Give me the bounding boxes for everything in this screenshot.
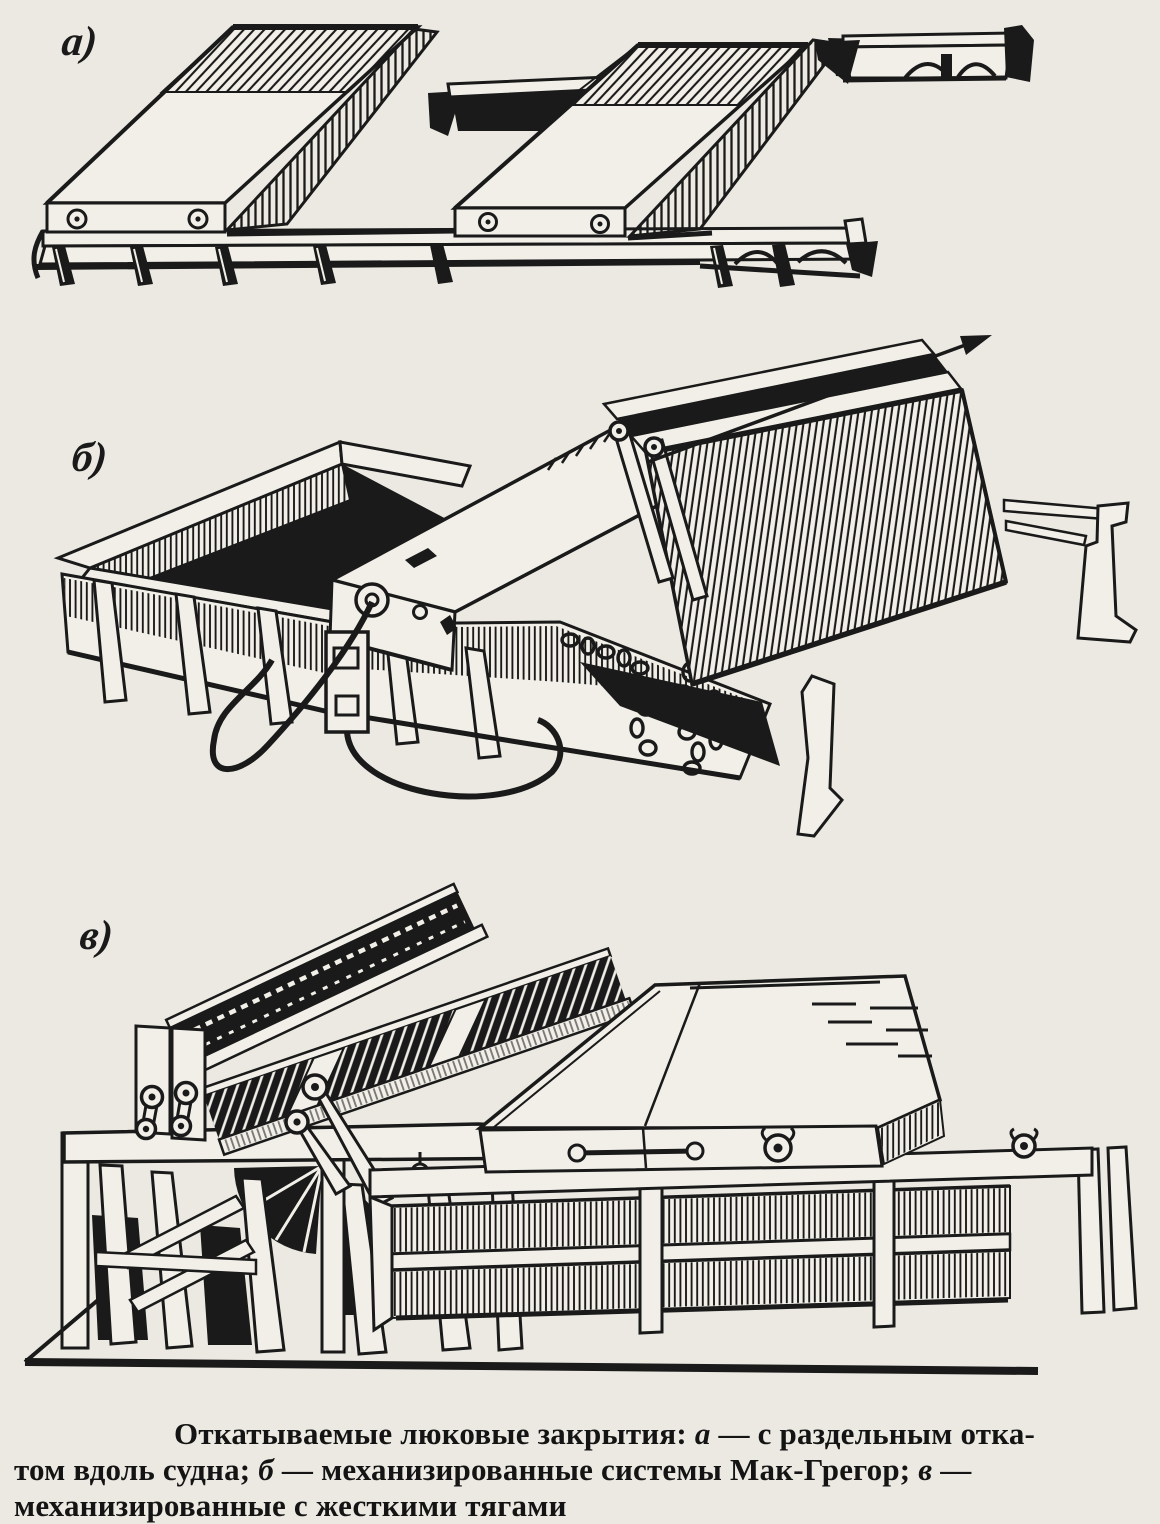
hatch-panel-set-right [455, 40, 860, 238]
figure-b-drawing [0, 330, 1160, 880]
caption-text: Откатываемые люковые закрытия: [174, 1416, 695, 1451]
caption-line-2 [14, 1452, 1148, 1488]
figure-v-drawing [0, 878, 1160, 1420]
figure-caption [14, 1416, 1148, 1524]
caption-line-1 [14, 1416, 1148, 1452]
tilted-panel-stack [604, 340, 1006, 684]
figure-v-label: в) [77, 913, 116, 959]
far-coaming-rail-right [828, 25, 1034, 82]
front-prop-leg [798, 676, 842, 836]
caption-text: — с раздельным отка- [710, 1416, 1036, 1451]
figure-a-drawing [0, 0, 1160, 335]
caption-item-letter-b: б [258, 1452, 274, 1487]
caption-text: том вдоль судна; [14, 1452, 259, 1487]
figure-b-label: б) [69, 435, 110, 481]
caption-text: — [932, 1452, 972, 1487]
hatch-panel-set-left [47, 27, 455, 234]
caption-line-3 [14, 1488, 1148, 1524]
figure-a-label: а) [59, 19, 100, 65]
caption-text: — механизированные системы Мак-Грегор; [273, 1452, 919, 1487]
figure-v-rigid-link-covers [0, 878, 1160, 1420]
figure-a-rolling-hatch-covers [0, 0, 1160, 335]
figure-b-macgregor-system [0, 330, 1160, 880]
stowage-stand [1004, 500, 1136, 642]
caption-text: механизированные с жесткими тягами [14, 1488, 567, 1523]
caption-item-letter-a: а [694, 1416, 711, 1451]
caption-item-letter-v: в [918, 1452, 933, 1487]
